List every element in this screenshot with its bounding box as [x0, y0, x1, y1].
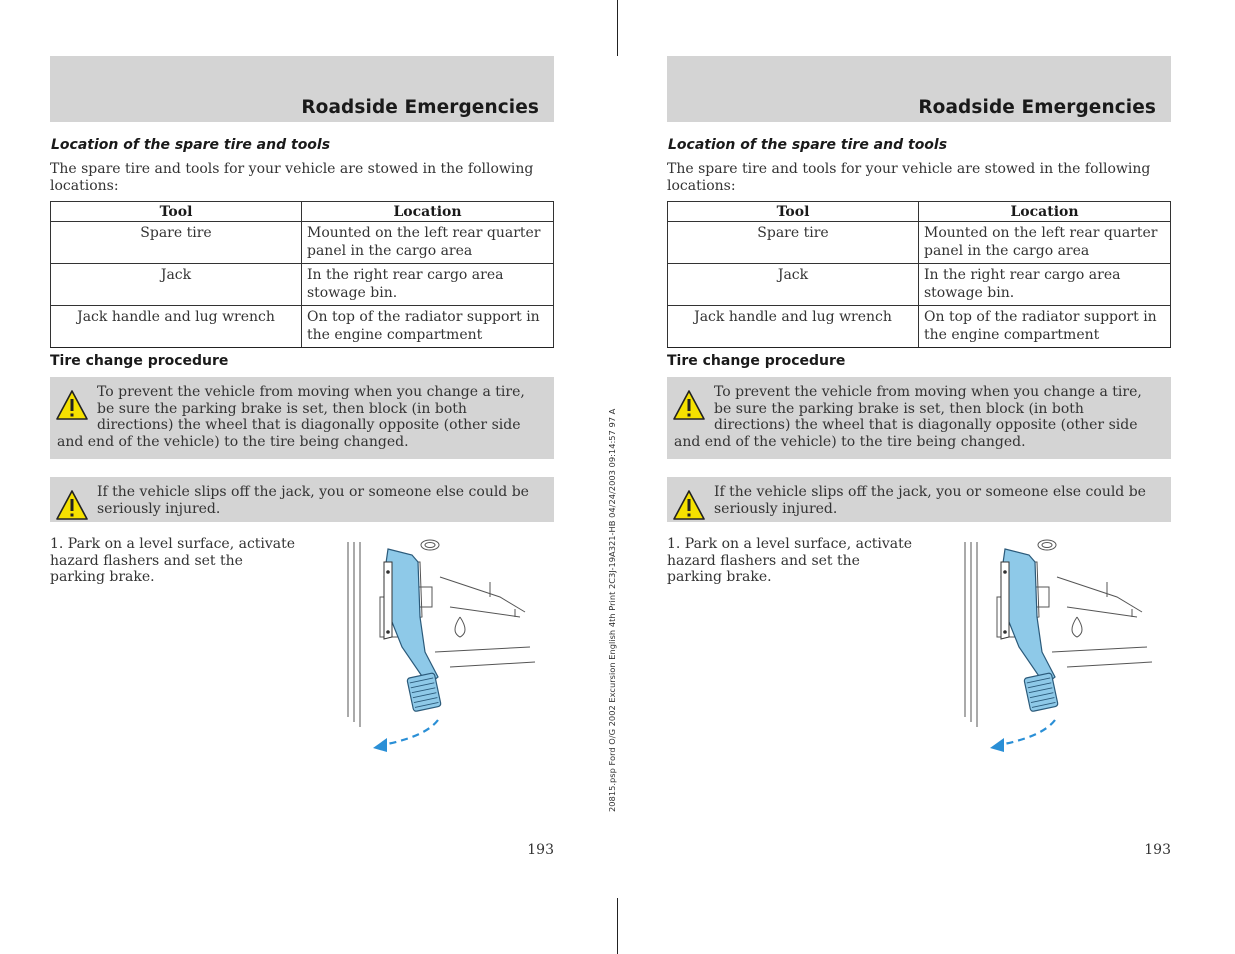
tools-table: [667, 201, 1171, 348]
page-right: [667, 0, 1171, 954]
table-header-location: Location: [302, 202, 554, 222]
page-left: [50, 0, 554, 954]
intro-paragraph: The spare tire and tools for your vehicle are stowed in the following locations:: [50, 161, 534, 194]
table-cell-location: Mounted on the left rear quarter panel in the cargo area: [302, 222, 554, 264]
table-cell-location: In the right rear cargo area stowage bin.: [302, 264, 554, 306]
table-header-row: [51, 202, 554, 222]
page-header: [50, 56, 554, 122]
warning-triangle-icon: [55, 489, 89, 522]
warning-text: If the vehicle slips off the jack, you or someone else could be seriously injured.: [714, 484, 1146, 517]
table-cell-tool: Jack handle and lug wrench: [668, 306, 919, 348]
page-number: 193: [527, 842, 554, 858]
table-row: [51, 222, 554, 264]
table-cell-location: On top of the radiator support in the engine compartment: [919, 306, 1171, 348]
section-title: Location of the spare tire and tools: [51, 137, 331, 153]
table-cell-tool: Jack: [668, 264, 919, 306]
table-cell-tool: Spare tire: [668, 222, 919, 264]
header-title: Roadside Emergencies: [918, 97, 1156, 118]
table-row: [51, 264, 554, 306]
crop-mark-bottom: [617, 898, 618, 954]
page-header: [667, 56, 1171, 122]
section-title: Location of the spare tire and tools: [668, 137, 948, 153]
warning-box: [667, 377, 1171, 459]
table-cell-location: On top of the radiator support in the engine compartment: [302, 306, 554, 348]
page-number: 193: [1144, 842, 1171, 858]
warning-text: To prevent the vehicle from moving when you change a tire, be sure the parking brake is set, then block (in both directions) the wheel that is diagonally opposite (other side and end of the vehicle) to the tire being changed.: [674, 384, 1142, 450]
parking-brake-pedal-illustration: [957, 537, 1157, 757]
warning-text: To prevent the vehicle from moving when you change a tire, be sure the parking brake is set, then block (in both directions) the wheel that is diagonally opposite (other side and end of the vehicle) to the tire being changed.: [57, 384, 525, 450]
procedure-title: Tire change procedure: [50, 353, 229, 369]
warning-triangle-icon: [672, 389, 706, 422]
table-header-tool: Tool: [51, 202, 302, 222]
parking-brake-pedal-illustration: [340, 537, 540, 757]
table-cell-tool: Jack handle and lug wrench: [51, 306, 302, 348]
procedure-title: Tire change procedure: [667, 353, 846, 369]
table-row: [51, 306, 554, 348]
step-text: 1. Park on a level surface, activate hazard flashers and set the parking brake.: [50, 536, 296, 585]
crop-mark-top: [617, 0, 618, 56]
warning-triangle-icon: [55, 389, 89, 422]
step-text: 1. Park on a level surface, activate hazard flashers and set the parking brake.: [667, 536, 913, 585]
table-cell-tool: Jack: [51, 264, 302, 306]
warning-box: [50, 477, 554, 522]
table-row: [668, 222, 1171, 264]
tools-table: [50, 201, 554, 348]
warning-text: If the vehicle slips off the jack, you or someone else could be seriously injured.: [97, 484, 529, 517]
table-cell-location: Mounted on the left rear quarter panel in the cargo area: [919, 222, 1171, 264]
table-cell-tool: Spare tire: [51, 222, 302, 264]
table-header-row: [668, 202, 1171, 222]
header-title: Roadside Emergencies: [301, 97, 539, 118]
table-header-tool: Tool: [668, 202, 919, 222]
table-header-location: Location: [919, 202, 1171, 222]
table-cell-location: In the right rear cargo area stowage bin.: [919, 264, 1171, 306]
intro-paragraph: The spare tire and tools for your vehicle are stowed in the following locations:: [667, 161, 1151, 194]
warning-triangle-icon: [672, 489, 706, 522]
warning-box: [50, 377, 554, 459]
warning-box: [667, 477, 1171, 522]
table-row: [668, 306, 1171, 348]
print-slug: 20815.psp Ford O/G 2002 Excursion English 4th Print 2C3J-19A321-HB 04/24/2003 09:14:57 97 A: [607, 408, 617, 812]
table-row: [668, 264, 1171, 306]
